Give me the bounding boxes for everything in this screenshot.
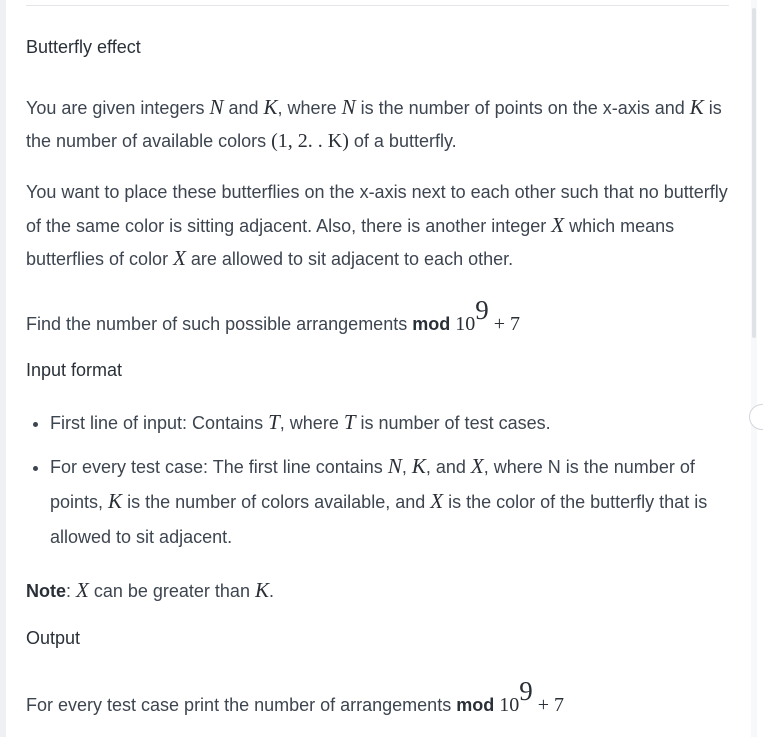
find-paragraph xyxy=(26,295,731,341)
math-N: N xyxy=(209,95,224,119)
list-item-text: For every test case: The first line contains xyxy=(50,456,388,477)
placement-text: which means butterflies of color xyxy=(26,215,675,269)
problem-title: Butterfly effect xyxy=(26,37,141,57)
math-K: K xyxy=(263,95,278,119)
placement-text: are allowed to sit adjacent to each other. xyxy=(185,249,514,269)
placement-text: You want to place these butterflies on the x-axis next to each other such that no butterfly of the same color is sitting adjacent. Also, there is another integer xyxy=(26,182,728,236)
math-X: X xyxy=(76,578,89,602)
note-text: . xyxy=(268,581,274,601)
intro-text: You are given integers xyxy=(26,98,210,118)
note-text: can be greater than xyxy=(88,581,255,601)
math-K: K xyxy=(411,453,426,478)
math-T: T xyxy=(268,410,280,434)
list-item-text: , xyxy=(401,456,412,477)
input-format-heading: Input format xyxy=(26,360,123,380)
placement-paragraph xyxy=(26,176,731,276)
left-panel-edge xyxy=(0,0,6,737)
math-X: X xyxy=(173,246,186,270)
list-item-text: , where xyxy=(279,413,344,433)
mod-keyword: mod xyxy=(456,695,495,715)
math-base: 10 xyxy=(455,313,476,335)
intro-text: is the number of available colors xyxy=(26,98,722,151)
scrollbar-thumb[interactable] xyxy=(752,8,756,338)
note-paragraph xyxy=(26,574,731,608)
math-N: N xyxy=(341,95,356,119)
list-item-text: is the number of colors available, and xyxy=(122,492,431,512)
math-K: K xyxy=(254,578,269,602)
intro-text: , where xyxy=(277,98,342,118)
list-item xyxy=(50,449,740,555)
math-X: X xyxy=(430,489,444,513)
output-heading: Output xyxy=(26,628,81,648)
intro-text: of a butterfly. xyxy=(348,130,457,151)
mod-keyword: mod xyxy=(412,314,451,334)
math-plus-seven: + 7 xyxy=(488,313,521,335)
math-plus-seven: + 7 xyxy=(532,694,564,716)
list-item-text: , where N is the number of points, xyxy=(50,456,695,512)
list-item-text: is the color of the butterfly that is allowed to sit adjacent. xyxy=(50,492,708,547)
math-X: X xyxy=(551,212,565,237)
list-item-text: , and xyxy=(425,456,471,477)
intro-text: is the number of points on the x-axis and xyxy=(355,98,690,118)
note-colon: : xyxy=(66,581,77,601)
intro-paragraph xyxy=(26,91,731,157)
math-T: T xyxy=(343,410,356,434)
list-item xyxy=(50,405,740,441)
list-item-text: First line of input: Contains xyxy=(50,413,269,433)
intro-text: and xyxy=(223,98,264,118)
list-item-text: is number of test cases. xyxy=(355,413,551,433)
note-label: Note xyxy=(26,581,66,601)
output-text: For every test case print the number of arrangements xyxy=(26,695,457,715)
math-N: N xyxy=(387,453,402,478)
math-X: X xyxy=(470,453,484,478)
math-K: K xyxy=(108,489,123,513)
input-format-list xyxy=(24,405,740,562)
math-exponent: 9 xyxy=(519,676,533,706)
find-text: Find the number of such possible arrangements xyxy=(26,314,413,334)
top-divider xyxy=(26,5,729,6)
math-color-range: (1, 2. . K) xyxy=(271,129,349,152)
math-exponent: 9 xyxy=(475,295,489,325)
math-base: 10 xyxy=(499,694,520,716)
math-K: K xyxy=(689,95,704,119)
output-paragraph xyxy=(26,676,731,722)
